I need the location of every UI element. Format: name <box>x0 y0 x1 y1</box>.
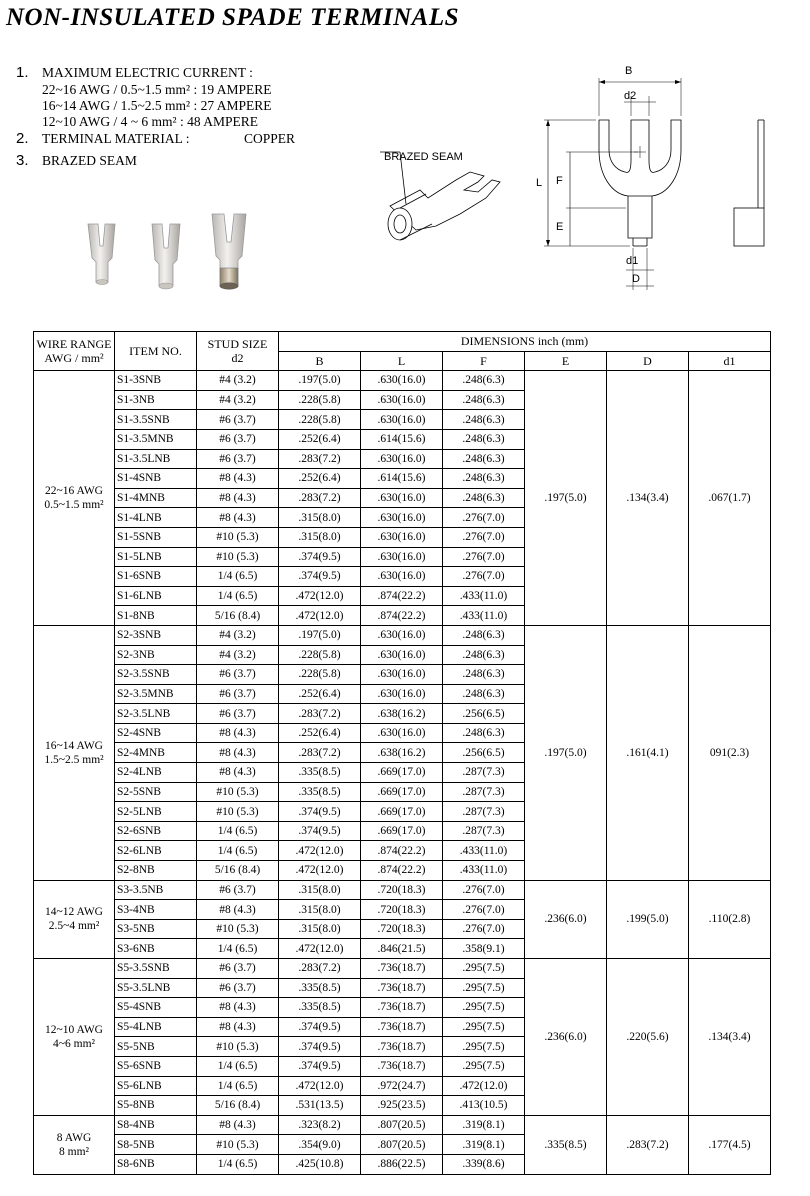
dim-f-cell: .433(11.0) <box>443 841 525 861</box>
dim-b-cell: .374(9.5) <box>279 821 361 841</box>
dim-l-cell: .807(20.5) <box>361 1135 443 1155</box>
dim-f-cell: .248(6.3) <box>443 723 525 743</box>
dim-b-cell: .472(12.0) <box>279 586 361 606</box>
dim-l-cell: .638(16.2) <box>361 704 443 724</box>
stud-size-cell: #10 (5.3) <box>197 1037 279 1057</box>
stud-size-cell: 1/4 (6.5) <box>197 821 279 841</box>
dim-b-cell: .315(8.0) <box>279 508 361 528</box>
item-no-cell: S2-3NB <box>115 645 197 665</box>
dim-l-cell: .638(16.2) <box>361 743 443 763</box>
dim-l-cell: .736(18.7) <box>361 1037 443 1057</box>
dim-b-cell: .283(7.2) <box>279 959 361 979</box>
dim-d-cell: .161(4.1) <box>607 625 689 880</box>
wire-range-cell <box>34 625 115 880</box>
dim-l-cell: .669(17.0) <box>361 782 443 802</box>
stud-size-cell: #10 (5.3) <box>197 1135 279 1155</box>
stud-size-cell: #6 (3.7) <box>197 684 279 704</box>
table-row <box>34 371 771 391</box>
dim-d1-cell: .067(1.7) <box>689 371 771 626</box>
stud-size-cell: #6 (3.7) <box>197 978 279 998</box>
item-no-cell: S5-3.5SNB <box>115 959 197 979</box>
dim-b-cell: .374(9.5) <box>279 567 361 587</box>
dim-f-cell: .248(6.3) <box>443 684 525 704</box>
dim-e-cell: .236(6.0) <box>525 880 607 958</box>
dim-b-cell: .315(8.0) <box>279 527 361 547</box>
isometric-view <box>380 152 500 240</box>
header-wire-range-label: WIRE RANGE <box>36 337 112 352</box>
stud-size-cell: #4 (3.2) <box>197 390 279 410</box>
dim-l-cell: .630(16.0) <box>361 567 443 587</box>
wire-range-mm: 0.5~1.5 mm² <box>44 499 104 512</box>
dim-f-cell: .287(7.3) <box>443 763 525 783</box>
terminal-diagram <box>360 58 780 298</box>
page-title: NON-INSULATED SPADE TERMINALS <box>6 4 460 31</box>
dim-b-cell: .374(9.5) <box>279 1017 361 1037</box>
stud-size-cell: #10 (5.3) <box>197 547 279 567</box>
item-no-cell: S5-6SNB <box>115 1056 197 1076</box>
dim-b-cell: .283(7.2) <box>279 488 361 508</box>
dim-b-cell: .335(8.5) <box>279 998 361 1018</box>
dim-e-cell: .197(5.0) <box>525 371 607 626</box>
dim-l-cell: .669(17.0) <box>361 763 443 783</box>
item-no-cell: S2-4LNB <box>115 763 197 783</box>
dim-e-cell: .197(5.0) <box>525 625 607 880</box>
dim-f-cell: .319(8.1) <box>443 1135 525 1155</box>
stud-size-cell: #6 (3.7) <box>197 959 279 979</box>
dim-l-cell: .614(15.6) <box>361 429 443 449</box>
wire-range-cell <box>34 880 115 958</box>
table-row <box>34 880 771 900</box>
dim-l-cell: .736(18.7) <box>361 959 443 979</box>
dim-l-cell: .874(22.2) <box>361 841 443 861</box>
dim-f-cell: .295(7.5) <box>443 978 525 998</box>
dim-l-cell: .630(16.0) <box>361 527 443 547</box>
header-col-d: D <box>607 351 689 371</box>
dim-l-cell: .669(17.0) <box>361 802 443 822</box>
dim-label-f: F <box>556 175 563 187</box>
dim-b-cell: .335(8.5) <box>279 978 361 998</box>
dim-e-cell: .236(6.0) <box>525 959 607 1116</box>
dim-l-cell: .614(15.6) <box>361 469 443 489</box>
terminal-photo <box>80 210 280 300</box>
stud-size-cell: #6 (3.7) <box>197 665 279 685</box>
item-no-cell: S2-6SNB <box>115 821 197 841</box>
item-no-cell: S2-3SNB <box>115 625 197 645</box>
dim-label-d: D <box>632 273 640 285</box>
spec-label: TERMINAL MATERIAL : <box>42 131 190 146</box>
stud-size-cell: #4 (3.2) <box>197 625 279 645</box>
dim-l-cell: .630(16.0) <box>361 547 443 567</box>
item-no-cell: S3-4NB <box>115 900 197 920</box>
stud-size-cell: 1/4 (6.5) <box>197 586 279 606</box>
item-no-cell: S2-4SNB <box>115 723 197 743</box>
dim-b-cell: .472(12.0) <box>279 606 361 626</box>
dim-l-cell: .630(16.0) <box>361 390 443 410</box>
item-no-cell: S8-5NB <box>115 1135 197 1155</box>
wire-range-awg: 14~12 AWG <box>44 906 103 919</box>
item-no-cell: S8-6NB <box>115 1154 197 1174</box>
wire-range-mm: 8 mm² <box>59 1145 89 1158</box>
dim-d-cell: .199(5.0) <box>607 880 689 958</box>
dim-f-cell: .248(6.3) <box>443 625 525 645</box>
stud-size-cell: 1/4 (6.5) <box>197 567 279 587</box>
dim-f-cell: .433(11.0) <box>443 586 525 606</box>
dim-l-cell: .874(22.2) <box>361 586 443 606</box>
item-no-cell: S1-4LNB <box>115 508 197 528</box>
dim-f-cell: .472(12.0) <box>443 1076 525 1096</box>
header-col-f: F <box>443 351 525 371</box>
dim-f-cell: .295(7.5) <box>443 998 525 1018</box>
dim-l-cell: .736(18.7) <box>361 1056 443 1076</box>
dim-f-cell: .276(7.0) <box>443 919 525 939</box>
header-wire-range-unit: AWG / mm² <box>44 351 104 366</box>
dim-l-cell: .720(18.3) <box>361 900 443 920</box>
dim-label-e: E <box>556 221 564 233</box>
stud-size-cell: 1/4 (6.5) <box>197 841 279 861</box>
dim-b-cell: .374(9.5) <box>279 1056 361 1076</box>
item-no-cell: S1-6SNB <box>115 567 197 587</box>
item-no-cell: S5-8NB <box>115 1096 197 1116</box>
stud-size-cell: #6 (3.7) <box>197 704 279 724</box>
item-no-cell: S8-4NB <box>115 1115 197 1135</box>
dim-l-cell: .720(18.3) <box>361 919 443 939</box>
dim-f-cell: .276(7.0) <box>443 880 525 900</box>
dim-f-cell: .433(11.0) <box>443 861 525 881</box>
item-no-cell: S5-3.5LNB <box>115 978 197 998</box>
dim-b-cell: .374(9.5) <box>279 547 361 567</box>
item-no-cell: S1-8NB <box>115 606 197 626</box>
item-no-cell: S3-6NB <box>115 939 197 959</box>
stud-size-cell: 5/16 (8.4) <box>197 606 279 626</box>
dim-f-cell: .287(7.3) <box>443 802 525 822</box>
dim-b-cell: .374(9.5) <box>279 1037 361 1057</box>
stud-size-cell: #8 (4.3) <box>197 508 279 528</box>
dim-b-cell: .374(9.5) <box>279 802 361 822</box>
dim-f-cell: .287(7.3) <box>443 821 525 841</box>
wire-range-awg: 16~14 AWG <box>44 739 103 752</box>
dim-l-cell: .630(16.0) <box>361 645 443 665</box>
spec-number: 1. <box>16 64 29 81</box>
dim-b-cell: .472(12.0) <box>279 841 361 861</box>
dim-b-cell: .472(12.0) <box>279 1076 361 1096</box>
stud-size-cell: 5/16 (8.4) <box>197 861 279 881</box>
brazed-seam-label: BRAZED SEAM <box>384 151 463 163</box>
spec-item-material <box>16 130 295 148</box>
item-no-cell: S1-3.5MNB <box>115 429 197 449</box>
dim-l-cell: .736(18.7) <box>361 998 443 1018</box>
dim-b-cell: .323(8.2) <box>279 1115 361 1135</box>
dim-b-cell: .197(5.0) <box>279 625 361 645</box>
stud-size-cell: #8 (4.3) <box>197 488 279 508</box>
dim-l-cell: .972(24.7) <box>361 1076 443 1096</box>
dim-l-cell: .630(16.0) <box>361 449 443 469</box>
spec-item-current <box>16 64 295 82</box>
item-no-cell: S1-3.5LNB <box>115 449 197 469</box>
dim-b-cell: .354(9.0) <box>279 1135 361 1155</box>
dim-l-cell: .630(16.0) <box>361 508 443 528</box>
dim-b-cell: .283(7.2) <box>279 449 361 469</box>
stud-size-cell: #6 (3.7) <box>197 880 279 900</box>
wire-range-cell <box>34 371 115 626</box>
dim-f-cell: .248(6.3) <box>443 410 525 430</box>
dim-l-cell: .630(16.0) <box>361 665 443 685</box>
dim-b-cell: .283(7.2) <box>279 704 361 724</box>
dim-b-cell: .315(8.0) <box>279 919 361 939</box>
dim-l-cell: .630(16.0) <box>361 625 443 645</box>
item-no-cell: S2-6LNB <box>115 841 197 861</box>
dim-b-cell: .315(8.0) <box>279 900 361 920</box>
dim-f-cell: .276(7.0) <box>443 508 525 528</box>
wire-range-mm: 2.5~4 mm² <box>48 920 100 933</box>
item-no-cell: S2-4MNB <box>115 743 197 763</box>
header-item-no: ITEM NO. <box>115 332 197 371</box>
dim-b-cell: .335(8.5) <box>279 763 361 783</box>
wire-range-mm: 4~6 mm² <box>53 1037 95 1050</box>
dim-l-cell: .669(17.0) <box>361 821 443 841</box>
stud-size-cell: #8 (4.3) <box>197 1115 279 1135</box>
dim-l-cell: .807(20.5) <box>361 1115 443 1135</box>
dim-f-cell: .295(7.5) <box>443 1037 525 1057</box>
spec-label: BRAZED SEAM <box>42 153 137 168</box>
stud-size-cell: #6 (3.7) <box>197 449 279 469</box>
dim-b-cell: .228(5.8) <box>279 645 361 665</box>
dim-e-cell: .335(8.5) <box>525 1115 607 1174</box>
stud-size-cell: #10 (5.3) <box>197 782 279 802</box>
item-no-cell: S2-3.5LNB <box>115 704 197 724</box>
wire-range-cell <box>34 959 115 1116</box>
stud-size-cell: #6 (3.7) <box>197 410 279 430</box>
dim-f-cell: .256(6.5) <box>443 704 525 724</box>
dim-label-l: L <box>536 177 543 189</box>
dim-f-cell: .276(7.0) <box>443 527 525 547</box>
dim-b-cell: .252(6.4) <box>279 723 361 743</box>
wire-range-awg: 12~10 AWG <box>44 1023 103 1036</box>
item-no-cell: S3-3.5NB <box>115 880 197 900</box>
stud-size-cell: #8 (4.3) <box>197 763 279 783</box>
item-no-cell: S1-3.5SNB <box>115 410 197 430</box>
stud-size-cell: #8 (4.3) <box>197 723 279 743</box>
terminal-photo-large <box>212 214 246 289</box>
stud-size-cell: #8 (4.3) <box>197 900 279 920</box>
dim-b-cell: .228(5.8) <box>279 410 361 430</box>
item-no-cell: S1-4MNB <box>115 488 197 508</box>
dim-f-cell: .248(6.3) <box>443 645 525 665</box>
dim-l-cell: .630(16.0) <box>361 723 443 743</box>
dim-l-cell: .874(22.2) <box>361 861 443 881</box>
dim-f-cell: .295(7.5) <box>443 1017 525 1037</box>
terminal-photo-medium <box>152 224 180 289</box>
dim-l-cell: .736(18.7) <box>361 978 443 998</box>
header-col-l: L <box>361 351 443 371</box>
dim-f-cell: .248(6.3) <box>443 665 525 685</box>
wire-range-awg: 22~16 AWG <box>44 485 103 498</box>
dim-l-cell: .630(16.0) <box>361 684 443 704</box>
dim-f-cell: .358(9.1) <box>443 939 525 959</box>
header-stud-size-unit: d2 <box>231 351 244 366</box>
dim-f-cell: .248(6.3) <box>443 469 525 489</box>
item-no-cell: S3-5NB <box>115 919 197 939</box>
dim-l-cell: .925(23.5) <box>361 1096 443 1116</box>
dim-f-cell: .276(7.0) <box>443 900 525 920</box>
spec-number: 3. <box>16 152 29 169</box>
dim-b-cell: .252(6.4) <box>279 469 361 489</box>
stud-size-cell: #6 (3.7) <box>197 429 279 449</box>
dim-l-cell: .630(16.0) <box>361 488 443 508</box>
dim-l-cell: .736(18.7) <box>361 1017 443 1037</box>
spec-item-seam <box>16 152 295 170</box>
item-no-cell: S5-5NB <box>115 1037 197 1057</box>
dim-b-cell: .197(5.0) <box>279 371 361 391</box>
stud-size-cell: #8 (4.3) <box>197 469 279 489</box>
dim-b-cell: .252(6.4) <box>279 429 361 449</box>
spec-value: COPPER <box>244 131 296 146</box>
dim-b-cell: .315(8.0) <box>279 880 361 900</box>
dim-b-cell: .228(5.8) <box>279 665 361 685</box>
dim-d1-cell: .177(4.5) <box>689 1115 771 1174</box>
wire-range-cell <box>34 1115 115 1174</box>
dim-f-cell: .248(6.3) <box>443 449 525 469</box>
side-view <box>734 120 764 246</box>
specifications <box>16 64 295 170</box>
header-col-e: E <box>525 351 607 371</box>
dim-f-cell: .248(6.3) <box>443 488 525 508</box>
dim-f-cell: .339(8.6) <box>443 1154 525 1174</box>
dim-f-cell: .433(11.0) <box>443 606 525 626</box>
dim-d-cell: .283(7.2) <box>607 1115 689 1174</box>
spec-label: MAXIMUM ELECTRIC CURRENT : <box>42 65 253 80</box>
dim-l-cell: .630(16.0) <box>361 410 443 430</box>
dim-f-cell: .287(7.3) <box>443 782 525 802</box>
dim-f-cell: .276(7.0) <box>443 567 525 587</box>
dim-l-cell: .720(18.3) <box>361 880 443 900</box>
table-row <box>34 625 771 645</box>
stud-size-cell: #10 (5.3) <box>197 802 279 822</box>
item-no-cell: S1-5LNB <box>115 547 197 567</box>
dim-f-cell: .248(6.3) <box>443 390 525 410</box>
header-col-d1: d1 <box>689 351 771 371</box>
dim-b-cell: .335(8.5) <box>279 782 361 802</box>
stud-size-cell: 1/4 (6.5) <box>197 1154 279 1174</box>
item-no-cell: S1-3SNB <box>115 371 197 391</box>
item-no-cell: S2-3.5MNB <box>115 684 197 704</box>
item-no-cell: S1-5SNB <box>115 527 197 547</box>
stud-size-cell: #4 (3.2) <box>197 645 279 665</box>
current-rating: 12~10 AWG / 4 ~ 6 mm² : 48 AMPERE <box>42 114 258 129</box>
dim-l-cell: .846(21.5) <box>361 939 443 959</box>
stud-size-cell: 1/4 (6.5) <box>197 1056 279 1076</box>
item-no-cell: S5-4SNB <box>115 998 197 1018</box>
item-no-cell: S2-5SNB <box>115 782 197 802</box>
item-no-cell: S1-4SNB <box>115 469 197 489</box>
dim-f-cell: .276(7.0) <box>443 547 525 567</box>
header-wire-range <box>34 332 115 371</box>
dim-f-cell: .248(6.3) <box>443 429 525 449</box>
stud-size-cell: #10 (5.3) <box>197 919 279 939</box>
item-no-cell: S2-5LNB <box>115 802 197 822</box>
stud-size-cell: #8 (4.3) <box>197 1017 279 1037</box>
stud-size-cell: #8 (4.3) <box>197 743 279 763</box>
item-no-cell: S2-3.5SNB <box>115 665 197 685</box>
dim-label-d2: d2 <box>624 90 637 102</box>
header-stud-size <box>197 332 279 371</box>
header-col-b: B <box>279 351 361 371</box>
table-row <box>34 1115 771 1135</box>
dim-b-cell: .472(12.0) <box>279 939 361 959</box>
dim-f-cell: .256(6.5) <box>443 743 525 763</box>
item-no-cell: S1-3NB <box>115 390 197 410</box>
dim-label-d1: d1 <box>626 255 639 267</box>
dim-b-cell: .283(7.2) <box>279 743 361 763</box>
item-no-cell: S5-4LNB <box>115 1017 197 1037</box>
item-no-cell: S1-6LNB <box>115 586 197 606</box>
dim-b-cell: .531(13.5) <box>279 1096 361 1116</box>
item-no-cell: S2-8NB <box>115 861 197 881</box>
header-stud-size-label: STUD SIZE <box>207 337 268 352</box>
stud-size-cell: #4 (3.2) <box>197 371 279 391</box>
dim-b-cell: .252(6.4) <box>279 684 361 704</box>
dim-l-cell: .886(22.5) <box>361 1154 443 1174</box>
dim-f-cell: .295(7.5) <box>443 959 525 979</box>
dim-l-cell: .630(16.0) <box>361 371 443 391</box>
front-view <box>544 78 681 290</box>
dim-d1-cell: .110(2.8) <box>689 880 771 958</box>
wire-range-awg: 8 AWG <box>56 1131 92 1144</box>
current-rating: 22~16 AWG / 0.5~1.5 mm² : 19 AMPERE <box>42 82 272 97</box>
table-row <box>34 959 771 979</box>
dim-d-cell: .134(3.4) <box>607 371 689 626</box>
dim-d-cell: .220(5.6) <box>607 959 689 1116</box>
dim-d1-cell: .134(3.4) <box>689 959 771 1116</box>
wire-range-mm: 1.5~2.5 mm² <box>44 753 104 766</box>
dim-label-b: B <box>625 65 633 77</box>
stud-size-cell: 1/4 (6.5) <box>197 1076 279 1096</box>
dim-l-cell: .874(22.2) <box>361 606 443 626</box>
dim-f-cell: .248(6.3) <box>443 371 525 391</box>
current-rating: 16~14 AWG / 1.5~2.5 mm² : 27 AMPERE <box>42 98 272 113</box>
dim-f-cell: .413(10.5) <box>443 1096 525 1116</box>
dim-b-cell: .472(12.0) <box>279 861 361 881</box>
header-dimensions: DIMENSIONS inch (mm) <box>279 332 771 352</box>
dim-b-cell: .228(5.8) <box>279 390 361 410</box>
spec-number: 2. <box>16 130 29 147</box>
dimensions-table <box>33 331 771 1175</box>
item-no-cell: S5-6LNB <box>115 1076 197 1096</box>
dim-d1-cell: 091(2.3) <box>689 625 771 880</box>
dim-f-cell: .295(7.5) <box>443 1056 525 1076</box>
stud-size-cell: #10 (5.3) <box>197 527 279 547</box>
dim-f-cell: .319(8.1) <box>443 1115 525 1135</box>
dim-b-cell: .425(10.8) <box>279 1154 361 1174</box>
terminal-photo-small <box>88 224 115 285</box>
stud-size-cell: 1/4 (6.5) <box>197 939 279 959</box>
stud-size-cell: 5/16 (8.4) <box>197 1096 279 1116</box>
stud-size-cell: #8 (4.3) <box>197 998 279 1018</box>
table-body <box>34 371 771 1174</box>
